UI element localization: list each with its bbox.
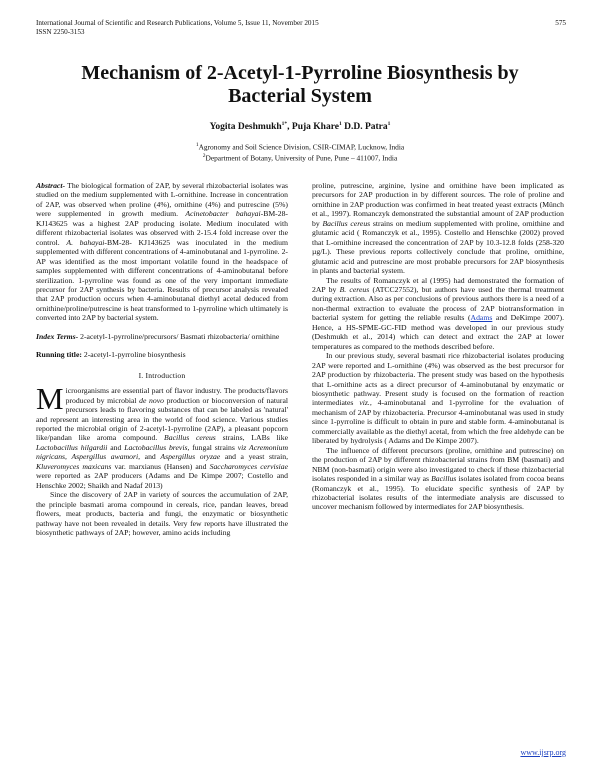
author-line [0, 121, 600, 132]
paper-title: Mechanism of 2-Acetyl-1-Pyrroline Biosynthesis by Bacterial System [81, 62, 519, 107]
abstract-text-1: The biological formation of 2AP, by several rhizobacterial isolates was studied on the medium supplemented with L-ornithine. Increase in concentration of 2AP, was observed when proline (4%), ornithine (4%) and putrescine (5%) were supplemented in growth medium. [36, 181, 288, 219]
right-column [312, 181, 564, 512]
intro-text: production or bioconversion of natural precursors leads to flavoring substances that can be labeled as 'natural' and represent an interesting area in the world of food science. Various studies reported the microbial origin of 2-acetyl-1-pyrroline (2AP), a pleasant popcorn like/pandan like aroma compound. [36, 395, 289, 443]
drop-cap: M [36, 381, 64, 417]
author-2-mark: 1 [338, 121, 342, 127]
intro-text: , fungal strains [187, 442, 238, 452]
intro-text: icroorganisms are essential part of flavor industry. The products/flavors produced by microbial [65, 386, 288, 405]
body-italic: Bacillus cereus [322, 218, 371, 228]
affiliation-2-mark: 2 [202, 152, 206, 159]
intro-text: , and [138, 452, 161, 462]
issn: ISSN 2250-3153 [36, 28, 85, 36]
index-terms [36, 332, 288, 341]
journal-line: International Journal of Scientific and Research Publications, Volume 5, Issue 11, November 2015 [36, 19, 319, 27]
affiliation-1-text: Agronomy and Soil Science Division, CSIR-CIMAP, Lucknow, India [198, 142, 405, 152]
body-text: (ATCC27552), but authors have used the thermal treatment during extraction. Also as per conclusions of previous authors there is a need of a non-thermal extraction to evaluate the process of 2AP biotransformation in bacterial system for getting the reliable results ( [312, 284, 564, 323]
section-heading-introduction: I. Introduction [138, 370, 186, 380]
body-text: The results of Romanczyk et al (1995) had demonstrated the formation of 2AP by [312, 275, 564, 294]
intro-italic: viz Acremonium nigricans, Aspergillus awamori [36, 442, 288, 462]
abstract-italic-2: A. bahayai- [66, 237, 107, 247]
right-paragraph-2 [312, 276, 564, 352]
body-text: strains on medium supplemented with proline, ornithine and glutamic acid ( Romanczyk et al., 1995). Costello and Henschke (2002) proved that L-ornithine increased the concentration of 2AP by 10.3-12.8 folds (258-320 µg/L). These previous reports collectively conclude that proline, ornithine, glutamic acid and putrescine are most probable precursors for 2AP biosynthesis in plants and bacterial system. [312, 218, 564, 276]
abstract-italic-1: Acinetobacter bahayai- [185, 209, 264, 219]
body-italic: B. cereus [339, 284, 370, 294]
intro-italic: Kluveromyces maxicans [36, 461, 112, 471]
abstract [36, 181, 288, 323]
author-3: D.D. Patra [341, 122, 388, 133]
author-1-mark: 1* [281, 121, 288, 127]
abstract-text-3: BM-28- KJ143625 was inoculated in the medium supplemented with different concentrations of 4-aminobutanal and 1-pyrroline. 2-AP was identified as the most important volatile found in the headspace of samples supplemented with different concentrations of 4-aminobutanal before sterilization. 1-pyrroline was found as one of the very important immediate precursor for 2AP synthesis by bacteria. Results of precursor analysis revealed that 2AP production occurs when 4-aminobutanal diethyl acetal deduced from ornithine/proline/putrescine is heat transformed to 1-pyrroline which ultimately is converted into 2AP by bacterial system. [36, 237, 288, 323]
intro-italic: Saccharomyces cervisiae [209, 461, 288, 471]
intro-text: strains, LABs like [215, 433, 288, 443]
journal-url-link[interactable]: www.ijsrp.org [520, 748, 566, 757]
intro-italic: Lactobacillus hilgardii [36, 442, 108, 452]
running-title [36, 350, 288, 359]
affiliations [0, 141, 600, 163]
author-3-mark: 1 [387, 121, 391, 127]
intro-italic: Lactobacillus brevis [124, 442, 188, 452]
right-paragraph-3 [312, 351, 564, 446]
intro-italic: de novo [139, 395, 164, 405]
intro-text: were reported as 2AP producers (Adams and De Kimpe 2007; Costello and Henschke 2002; Shaikh and Nadaf 2013) [36, 471, 288, 490]
intro-italic: Aspergillus oryzae [160, 452, 221, 462]
intro-text: and [107, 442, 125, 452]
running-title-label: Running title: [36, 350, 82, 360]
body-text: proline, putrescine, arginine, lysine and ornithine have been implicated as precursors for 2AP production in by different sources. The role of proline and ornithine in 2AP production was confirmed in heat treated yeast extracts (Münch et al., 1997). Romanczyk demonstrated the substantial amount of 2AP production by [312, 181, 564, 228]
author-1: Yogita Deshmukh [209, 122, 282, 133]
index-terms-label: Index Terms- [36, 331, 79, 341]
body-text: The influence of different precursors (proline, ornithine and putrescine) on the production of 2AP by different rhizobacterial strains from BM (basmati) and NBM (non-basmati) origin were also investigated to check if these rhizobacterial isolates responded in a similar way as [312, 445, 564, 484]
affiliation-2-text: Department of Botany, University of Pune, Pune – 411007, India [205, 153, 398, 163]
body-text: 4-aminobutanal and 1-pyrroline for the evaluation of mechanism of 2AP by rhizobacteria. Precursor 4-aminobutanal was used in study since 1-pyrroline is difficult to obtain in pure and stable form. 4-aminobutanal is commercially available as the diethyl acetal, from which the free aldehyde can be liberated by hydrolysis ( Adams and De Kimpe 2007). [312, 398, 564, 446]
body-italic: Bacillus [431, 474, 457, 484]
affiliation-1-mark: 1 [195, 142, 199, 148]
page-number: 575 [555, 19, 566, 27]
intro-paragraph-1 [36, 381, 289, 490]
body-text: In our previous study, several basmati rice rhizobacterial isolates producing 2AP were reported and L-ornithine (4%) was observed as the best precursor for 2AP production by rhizobacteria. The present study was based on the hypothesis that L-ornithine acts as a direct precursor of 4-aminobutanal by enzymatic or biosynthetic pathway. Present study is focused on the formation of reaction intermediates [312, 351, 564, 408]
intro-paragraph-2: Since the discovery of 2AP in variety of sources the accumulation of 2AP, the principle basmati aroma compound in cereals, rice, pandan leaves, bread flowers, meat products, bacteria and fungi, the enzymatic or biosynthetic pathway have not been revealed in details. Very few reports have illustrated the biosynthetic pathways of 2AP; however, amino acids including [36, 490, 288, 537]
right-paragraph-1 [312, 181, 564, 276]
body-text: isolates isolated from cocoa beans (Romanczyk et al., 1995). To elucidate specific synthesis of 2AP by rhizobacterial isolates results of the intermediate analysis are discussed to uncover mechanism followed by intermediates for 2AP biosynthesis. [312, 474, 565, 512]
body-italic: viz., [359, 398, 372, 408]
intro-text: and a yeast strain, [220, 452, 288, 462]
intro-italic: Bacillus cereus [164, 433, 216, 443]
left-column [36, 181, 288, 537]
citation-link-adams[interactable]: Adams [470, 313, 493, 323]
journal-header [36, 19, 319, 37]
body-text: and DeKimpe 2007). Hence, a HS-SPME-GC-FID method was developed in our previous study (Deshmukh et al., 2014) which can detect and extract the 2AP at lower temperatures as compared to the methods described before. [312, 313, 565, 351]
running-title-text: 2-acetyl-1-pyrroline biosynthesis [81, 350, 186, 360]
author-separator: , [287, 122, 292, 133]
affiliation-1 [0, 141, 600, 152]
abstract-label: Abstract- [36, 181, 66, 190]
intro-text: var. marxianus (Hansen) and [111, 461, 210, 471]
author-2: Puja Khare [291, 122, 339, 133]
right-paragraph-4 [312, 446, 564, 512]
affiliation-2 [0, 152, 600, 163]
index-terms-text: 2-acetyl-1-pyrroline/precursors/ Basmati rhizobacteria/ ornithine [78, 331, 280, 341]
abstract-text-2: BM-28- KJ143625 was a highest 2AP producing isolate. Medium inoculated with different rhizobacterial isolates was observed with 2-15.4 fold increase over the control. [36, 209, 288, 247]
